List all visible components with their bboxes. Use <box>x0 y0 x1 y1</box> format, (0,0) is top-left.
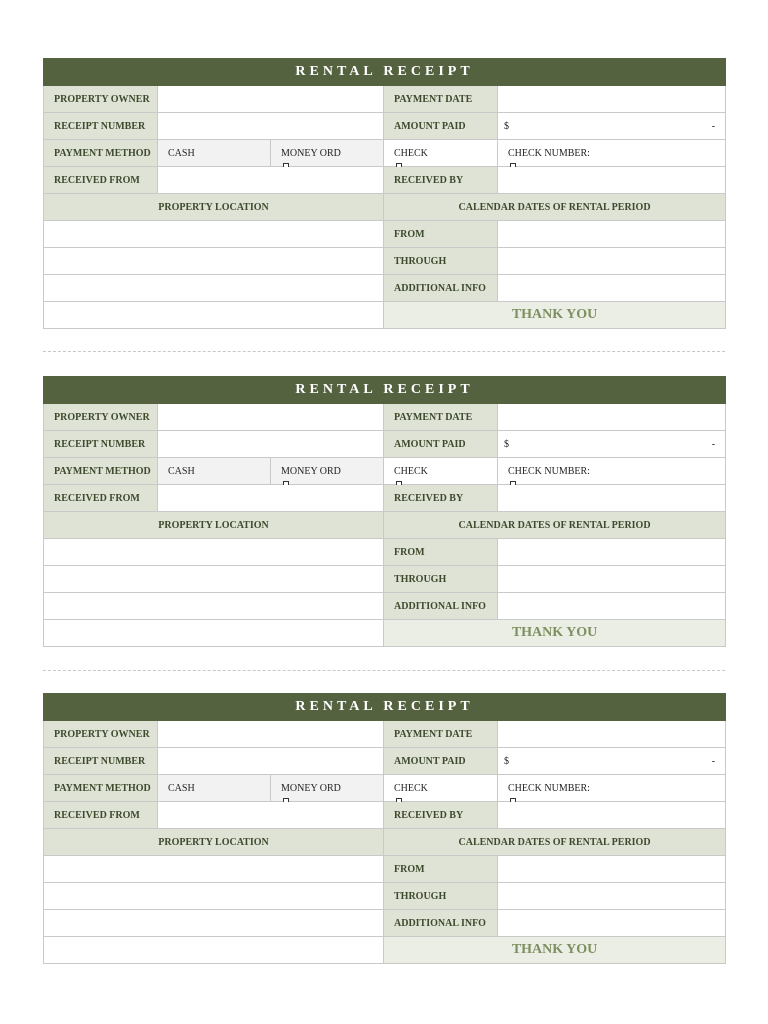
receipt-number-label: RECEIPT NUMBER <box>44 431 158 458</box>
cut-line-separator <box>43 351 725 352</box>
check-number-field[interactable] <box>498 140 726 167</box>
from-label: FROM <box>384 856 498 883</box>
amount-paid-label: AMOUNT PAID <box>384 748 498 775</box>
property-location-line[interactable] <box>44 248 384 275</box>
calendar-dates-header: CALENDAR DATES OF RENTAL PERIOD <box>384 194 726 221</box>
method-check-option[interactable] <box>384 140 498 167</box>
payment-date-field[interactable] <box>498 404 726 431</box>
property-owner-label: PROPERTY OWNER <box>44 86 158 113</box>
received-by-label: RECEIVED BY <box>384 802 498 829</box>
receipt-table <box>43 693 726 964</box>
rental-receipt <box>43 376 725 647</box>
method-cash-label: CASH <box>168 147 195 159</box>
received-from-field[interactable] <box>158 167 384 194</box>
payment-method-label: PAYMENT METHOD <box>44 140 158 167</box>
rental-receipt <box>43 58 725 329</box>
check-number-label: CHECK NUMBER: <box>508 465 590 477</box>
additional-info-label: ADDITIONAL INFO <box>384 593 498 620</box>
amount-paid-field[interactable] <box>498 748 726 775</box>
method-money-order-option[interactable] <box>271 775 384 802</box>
property-location-line[interactable] <box>44 620 384 647</box>
thank-you-text: THANK YOU <box>384 937 726 964</box>
receipt-number-field[interactable] <box>158 113 384 140</box>
receipt-number-field[interactable] <box>158 748 384 775</box>
property-owner-field[interactable] <box>158 721 384 748</box>
property-location-line[interactable] <box>44 275 384 302</box>
method-money-order-label: MONEY ORD <box>281 465 341 477</box>
check-number-field[interactable] <box>498 775 726 802</box>
receipt-title: RENTAL RECEIPT <box>44 59 726 86</box>
additional-info-field[interactable] <box>498 593 726 620</box>
from-date-field[interactable] <box>498 221 726 248</box>
receipt-table <box>43 376 726 647</box>
method-check-label: CHECK <box>394 465 428 477</box>
property-location-line[interactable] <box>44 883 384 910</box>
payment-date-field[interactable] <box>498 86 726 113</box>
property-owner-field[interactable] <box>158 404 384 431</box>
amount-value: - <box>711 438 716 450</box>
received-by-label: RECEIVED BY <box>384 167 498 194</box>
method-cash-option[interactable] <box>158 140 271 167</box>
payment-date-label: PAYMENT DATE <box>384 721 498 748</box>
payment-method-label: PAYMENT METHOD <box>44 775 158 802</box>
method-money-order-label: MONEY ORD <box>281 782 341 794</box>
method-cash-label: CASH <box>168 782 195 794</box>
check-number-field[interactable] <box>498 458 726 485</box>
currency-symbol: $ <box>504 438 509 450</box>
property-location-line[interactable] <box>44 910 384 937</box>
through-label: THROUGH <box>384 883 498 910</box>
received-from-field[interactable] <box>158 802 384 829</box>
property-owner-label: PROPERTY OWNER <box>44 404 158 431</box>
received-from-field[interactable] <box>158 485 384 512</box>
payment-date-label: PAYMENT DATE <box>384 404 498 431</box>
receipt-title: RENTAL RECEIPT <box>44 694 726 721</box>
through-date-field[interactable] <box>498 883 726 910</box>
calendar-dates-header: CALENDAR DATES OF RENTAL PERIOD <box>384 512 726 539</box>
property-location-header: PROPERTY LOCATION <box>44 194 384 221</box>
receipt-number-field[interactable] <box>158 431 384 458</box>
property-location-line[interactable] <box>44 221 384 248</box>
receipt-number-label: RECEIPT NUMBER <box>44 113 158 140</box>
method-money-order-label: MONEY ORD <box>281 147 341 159</box>
currency-symbol: $ <box>504 755 509 767</box>
method-cash-option[interactable] <box>158 775 271 802</box>
additional-info-field[interactable] <box>498 910 726 937</box>
through-date-field[interactable] <box>498 248 726 275</box>
property-location-line[interactable] <box>44 566 384 593</box>
thank-you-text: THANK YOU <box>384 620 726 647</box>
property-location-line[interactable] <box>44 302 384 329</box>
cut-line-separator <box>43 670 725 671</box>
payment-date-label: PAYMENT DATE <box>384 86 498 113</box>
method-cash-label: CASH <box>168 465 195 477</box>
amount-paid-label: AMOUNT PAID <box>384 113 498 140</box>
property-location-line[interactable] <box>44 593 384 620</box>
property-location-line[interactable] <box>44 539 384 566</box>
from-label: FROM <box>384 221 498 248</box>
property-owner-field[interactable] <box>158 86 384 113</box>
property-owner-label: PROPERTY OWNER <box>44 721 158 748</box>
method-money-order-option[interactable] <box>271 140 384 167</box>
property-location-header: PROPERTY LOCATION <box>44 829 384 856</box>
property-location-line[interactable] <box>44 856 384 883</box>
calendar-dates-header: CALENDAR DATES OF RENTAL PERIOD <box>384 829 726 856</box>
property-location-header: PROPERTY LOCATION <box>44 512 384 539</box>
received-from-label: RECEIVED FROM <box>44 167 158 194</box>
amount-value: - <box>711 755 716 767</box>
additional-info-field[interactable] <box>498 275 726 302</box>
thank-you-text: THANK YOU <box>384 302 726 329</box>
amount-paid-label: AMOUNT PAID <box>384 431 498 458</box>
received-by-field[interactable] <box>498 485 726 512</box>
from-date-field[interactable] <box>498 539 726 566</box>
check-number-label: CHECK NUMBER: <box>508 147 590 159</box>
method-check-option[interactable] <box>384 775 498 802</box>
receipt-number-label: RECEIPT NUMBER <box>44 748 158 775</box>
received-by-field[interactable] <box>498 167 726 194</box>
method-cash-option[interactable] <box>158 458 271 485</box>
received-from-label: RECEIVED FROM <box>44 802 158 829</box>
amount-paid-field[interactable] <box>498 431 726 458</box>
received-by-label: RECEIVED BY <box>384 485 498 512</box>
check-number-label: CHECK NUMBER: <box>508 782 590 794</box>
through-label: THROUGH <box>384 248 498 275</box>
receipt-table <box>43 58 726 329</box>
from-date-field[interactable] <box>498 856 726 883</box>
received-from-label: RECEIVED FROM <box>44 485 158 512</box>
method-check-option[interactable] <box>384 458 498 485</box>
property-location-line[interactable] <box>44 937 384 964</box>
method-check-label: CHECK <box>394 147 428 159</box>
through-label: THROUGH <box>384 566 498 593</box>
additional-info-label: ADDITIONAL INFO <box>384 275 498 302</box>
method-check-label: CHECK <box>394 782 428 794</box>
amount-value: - <box>711 120 716 132</box>
receipt-title: RENTAL RECEIPT <box>44 377 726 404</box>
from-label: FROM <box>384 539 498 566</box>
method-money-order-option[interactable] <box>271 458 384 485</box>
amount-paid-field[interactable] <box>498 113 726 140</box>
received-by-field[interactable] <box>498 802 726 829</box>
payment-method-label: PAYMENT METHOD <box>44 458 158 485</box>
additional-info-label: ADDITIONAL INFO <box>384 910 498 937</box>
payment-date-field[interactable] <box>498 721 726 748</box>
through-date-field[interactable] <box>498 566 726 593</box>
rental-receipt <box>43 693 725 964</box>
currency-symbol: $ <box>504 120 509 132</box>
